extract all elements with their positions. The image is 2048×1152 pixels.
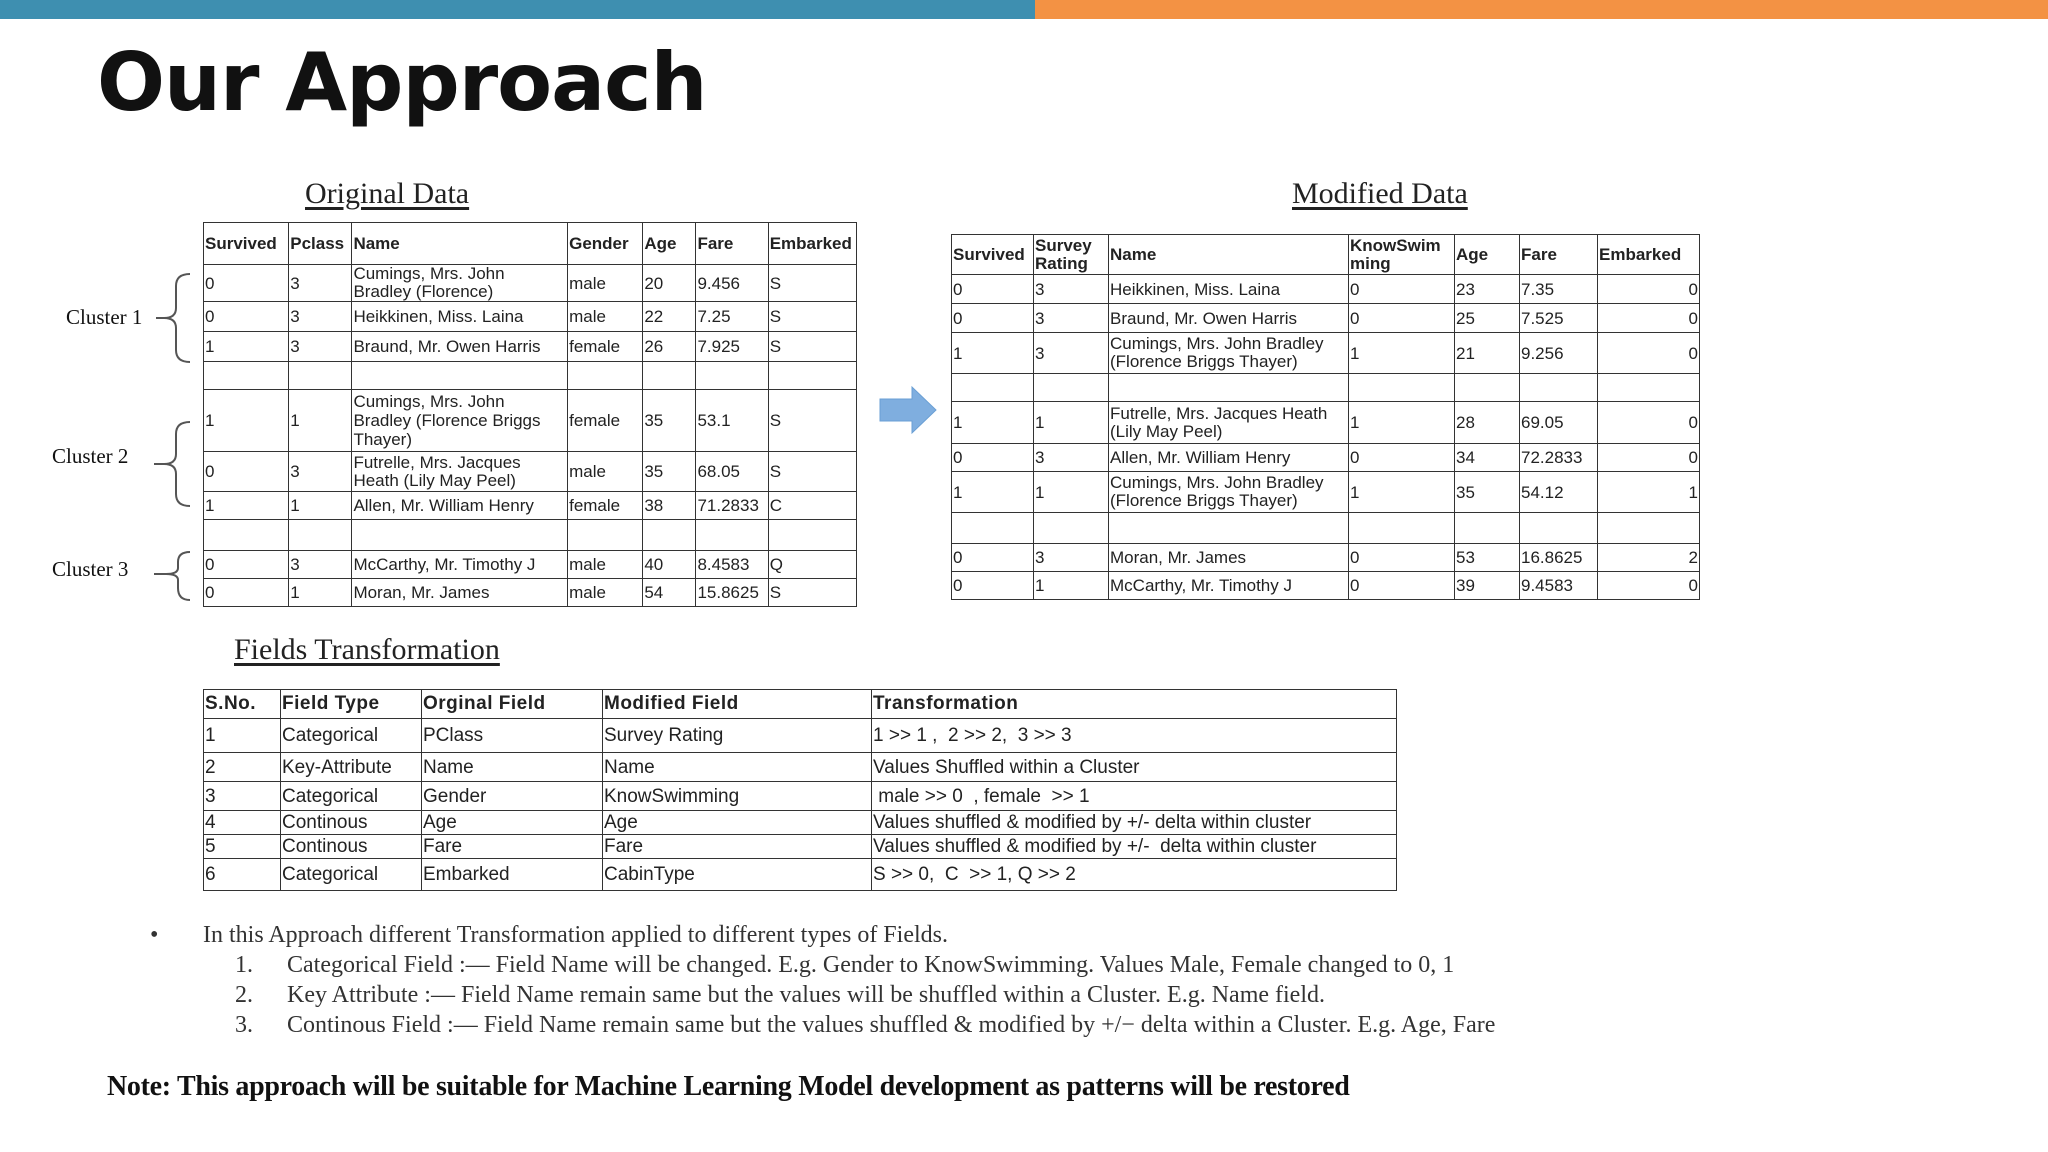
table-cell: Cumings, Mrs. John Bradley (Florence) <box>352 265 568 302</box>
table-header-row <box>204 223 857 265</box>
column-header: Survived <box>952 235 1034 275</box>
column-header: Name <box>352 223 568 265</box>
table-cell: 53.1 <box>696 390 768 452</box>
table-cell: 0 <box>204 265 289 302</box>
table-cell: 1 <box>204 332 289 362</box>
table-cell: Fare <box>603 835 872 859</box>
table-cell: 1 <box>1034 472 1109 513</box>
table-cell: Braund, Mr. Owen Harris <box>1109 304 1349 333</box>
table-cell: Allen, Mr. William Henry <box>352 492 568 520</box>
table-cell: 0 <box>952 544 1034 572</box>
table-row <box>952 304 1700 333</box>
table-cell: 0 <box>1598 333 1700 374</box>
table-row-empty <box>952 513 1700 544</box>
top-accent-bar <box>0 0 2048 19</box>
table-cell: 7.25 <box>696 302 768 332</box>
column-header: Field Type <box>281 690 422 719</box>
column-header: Survey Rating <box>1034 235 1109 275</box>
table-cell: 34 <box>1455 444 1520 472</box>
table-cell: Moran, Mr. James <box>1109 544 1349 572</box>
table-cell: KnowSwimming <box>603 782 872 811</box>
table-cell: 7.925 <box>696 332 768 362</box>
bullet-icon: • <box>150 922 159 948</box>
table-cell: female <box>568 390 643 452</box>
table-row-empty <box>952 374 1700 402</box>
table-cell: Values Shuffled within a Cluster <box>872 753 1397 782</box>
column-header: Pclass <box>289 223 352 265</box>
table-cell: 21 <box>1455 333 1520 374</box>
table-cell: 0 <box>1349 544 1455 572</box>
table-cell: 1 <box>1598 472 1700 513</box>
original-data-heading: Original Data <box>305 177 470 210</box>
table-cell: 28 <box>1455 402 1520 444</box>
table-row <box>204 753 1397 782</box>
original-data-table <box>203 222 857 607</box>
table-row <box>204 302 857 332</box>
table-cell: 7.525 <box>1520 304 1598 333</box>
fields-transformation-table <box>203 689 1397 891</box>
column-header: Transformation <box>872 690 1397 719</box>
table-cell: PClass <box>422 719 603 753</box>
table-cell: 1 <box>204 492 289 520</box>
table-cell: 53 <box>1455 544 1520 572</box>
table-cell: 2 <box>1598 544 1700 572</box>
table-cell: 1 <box>1034 572 1109 600</box>
table-row <box>952 472 1700 513</box>
table-cell: 0 <box>1598 402 1700 444</box>
table-cell: Name <box>603 753 872 782</box>
table-cell: S >> 0, C >> 1, Q >> 2 <box>872 859 1397 891</box>
table-cell: 3 <box>289 302 352 332</box>
table-cell: 5 <box>204 835 281 859</box>
table-cell: 8.4583 <box>696 551 768 579</box>
table-cell: 9.256 <box>1520 333 1598 374</box>
cluster-1-label: Cluster 1 <box>66 305 143 329</box>
accent-bar-blue <box>0 0 1035 19</box>
table-cell: Continous <box>281 835 422 859</box>
column-header: Embarked <box>768 223 856 265</box>
table-cell: 0 <box>204 551 289 579</box>
table-cell: 0 <box>204 452 289 492</box>
table-cell: male <box>568 265 643 302</box>
table-cell: S <box>768 579 856 607</box>
table-cell: CabinType <box>603 859 872 891</box>
table-cell: 38 <box>643 492 696 520</box>
table-cell: 1 <box>204 719 281 753</box>
table-cell: 6 <box>204 859 281 891</box>
cluster-3-label: Cluster 3 <box>52 557 129 581</box>
table-cell: female <box>568 332 643 362</box>
table-cell: male >> 0 , female >> 1 <box>872 782 1397 811</box>
table-cell: 1 <box>1349 402 1455 444</box>
table-cell: S <box>768 452 856 492</box>
table-cell: Heikkinen, Miss. Laina <box>1109 275 1349 304</box>
table-row <box>952 544 1700 572</box>
bullet-main-text: In this Approach different Transformation applied to different types of Fields. <box>203 922 948 948</box>
table-cell: Fare <box>422 835 603 859</box>
table-cell: 0 <box>204 579 289 607</box>
table-cell: Moran, Mr. James <box>352 579 568 607</box>
table-row <box>204 332 857 362</box>
table-cell: 1 <box>204 390 289 452</box>
table-cell: 3 <box>289 452 352 492</box>
column-header: Survived <box>204 223 289 265</box>
column-header: Gender <box>568 223 643 265</box>
list-item-text: Categorical Field :— Field Name will be changed. E.g. Gender to KnowSwimming. Values Male, Female changed to 0, 1 <box>287 952 1455 978</box>
table-cell: 22 <box>643 302 696 332</box>
table-cell: Heikkinen, Miss. Laina <box>352 302 568 332</box>
table-cell: 0 <box>1598 572 1700 600</box>
table-cell: 1 <box>289 390 352 452</box>
table-cell: 3 <box>289 265 352 302</box>
table-row <box>952 275 1700 304</box>
table-cell: 4 <box>204 811 281 835</box>
cluster-3-brace <box>150 548 195 604</box>
table-cell: male <box>568 551 643 579</box>
modified-data-heading: Modified Data <box>1292 177 1468 210</box>
table-cell: 25 <box>1455 304 1520 333</box>
table-cell: 7.35 <box>1520 275 1598 304</box>
table-cell: 68.05 <box>696 452 768 492</box>
table-cell: 1 <box>952 472 1034 513</box>
table-cell: 20 <box>643 265 696 302</box>
table-cell: S <box>768 390 856 452</box>
table-cell: S <box>768 302 856 332</box>
column-header: Name <box>1109 235 1349 275</box>
note-text: Note: This approach will be suitable for Machine Learning Model development as patterns will be restored <box>107 1071 1350 1102</box>
table-cell: Age <box>422 811 603 835</box>
table-cell: C <box>768 492 856 520</box>
column-header: Embarked <box>1598 235 1700 275</box>
table-cell: Q <box>768 551 856 579</box>
table-cell: 9.4583 <box>1520 572 1598 600</box>
table-row <box>204 859 1397 891</box>
table-row <box>204 811 1397 835</box>
table-row <box>204 551 857 579</box>
table-row <box>204 390 857 452</box>
table-cell: 0 <box>1349 304 1455 333</box>
table-cell: Continous <box>281 811 422 835</box>
table-cell: Futrelle, Mrs. Jacques Heath (Lily May Peel) <box>1109 402 1349 444</box>
slide-title: Our Approach <box>97 36 707 129</box>
table-cell: 3 <box>1034 444 1109 472</box>
table-cell: Cumings, Mrs. John Bradley (Florence Briggs Thayer) <box>352 390 568 452</box>
table-cell: 9.456 <box>696 265 768 302</box>
table-row <box>952 402 1700 444</box>
table-cell: 69.05 <box>1520 402 1598 444</box>
table-cell: 35 <box>1455 472 1520 513</box>
table-cell: Allen, Mr. William Henry <box>1109 444 1349 472</box>
table-cell: 3 <box>1034 275 1109 304</box>
table-cell: 1 <box>1034 402 1109 444</box>
table-cell: 0 <box>952 444 1034 472</box>
cluster-2-brace <box>150 418 195 510</box>
table-cell: 26 <box>643 332 696 362</box>
table-cell: 54.12 <box>1520 472 1598 513</box>
list-item-text: Continous Field :— Field Name remain same but the values shuffled & modified by +/− delta within a Cluster. E.g. Age, Fare <box>287 1012 1496 1038</box>
table-cell: 54 <box>643 579 696 607</box>
table-cell: 0 <box>1349 572 1455 600</box>
list-item-number: 2. <box>235 982 253 1008</box>
table-cell: Embarked <box>422 859 603 891</box>
table-cell: 1 <box>952 402 1034 444</box>
column-header: Fare <box>696 223 768 265</box>
table-cell: Gender <box>422 782 603 811</box>
accent-bar-orange <box>1035 0 2048 19</box>
cluster-1-brace <box>150 270 195 366</box>
table-cell: 39 <box>1455 572 1520 600</box>
table-cell: 3 <box>289 332 352 362</box>
table-cell: 0 <box>952 572 1034 600</box>
table-cell: 1 <box>289 492 352 520</box>
table-cell: 1 <box>1349 333 1455 374</box>
table-cell: McCarthy, Mr. Timothy J <box>352 551 568 579</box>
table-cell: Categorical <box>281 719 422 753</box>
table-cell: Values shuffled & modified by +/- delta within cluster <box>872 811 1397 835</box>
table-cell: 0 <box>1349 444 1455 472</box>
table-cell: Key-Attribute <box>281 753 422 782</box>
table-cell: Futrelle, Mrs. Jacques Heath (Lily May Peel) <box>352 452 568 492</box>
table-cell: 15.8625 <box>696 579 768 607</box>
table-cell: 35 <box>643 452 696 492</box>
table-cell: 3 <box>289 551 352 579</box>
table-row <box>204 265 857 302</box>
table-cell: Categorical <box>281 859 422 891</box>
table-row <box>204 782 1397 811</box>
table-cell: 1 >> 1 , 2 >> 2, 3 >> 3 <box>872 719 1397 753</box>
table-cell: 3 <box>1034 544 1109 572</box>
table-cell: 3 <box>1034 304 1109 333</box>
column-header: Orginal Field <box>422 690 603 719</box>
column-header: Modified Field <box>603 690 872 719</box>
table-cell: female <box>568 492 643 520</box>
table-cell: 1 <box>952 333 1034 374</box>
table-cell: Cumings, Mrs. John Bradley (Florence Briggs Thayer) <box>1109 333 1349 374</box>
table-cell: S <box>768 332 856 362</box>
table-cell: 0 <box>1598 304 1700 333</box>
table-row <box>204 452 857 492</box>
table-cell: 1 <box>1349 472 1455 513</box>
table-cell: Survey Rating <box>603 719 872 753</box>
table-cell: 0 <box>952 275 1034 304</box>
column-header: Age <box>643 223 696 265</box>
table-cell: Categorical <box>281 782 422 811</box>
table-cell: male <box>568 452 643 492</box>
table-row <box>952 333 1700 374</box>
table-cell: 40 <box>643 551 696 579</box>
table-cell: 2 <box>204 753 281 782</box>
table-cell: S <box>768 265 856 302</box>
table-cell: 3 <box>1034 333 1109 374</box>
column-header: KnowSwimming <box>1349 235 1455 275</box>
table-cell: Cumings, Mrs. John Bradley (Florence Briggs Thayer) <box>1109 472 1349 513</box>
table-header-row <box>952 235 1700 275</box>
table-cell: Name <box>422 753 603 782</box>
list-item-number: 1. <box>235 952 253 978</box>
table-row <box>204 492 857 520</box>
table-cell: 3 <box>204 782 281 811</box>
column-header: Age <box>1455 235 1520 275</box>
right-arrow-icon <box>878 385 940 435</box>
table-cell: Age <box>603 811 872 835</box>
table-cell: 0 <box>1598 444 1700 472</box>
modified-data-table <box>951 234 1700 600</box>
table-cell: 1 <box>289 579 352 607</box>
table-row <box>204 835 1397 859</box>
table-cell: McCarthy, Mr. Timothy J <box>1109 572 1349 600</box>
table-cell: 0 <box>952 304 1034 333</box>
table-row-empty <box>204 362 857 390</box>
cluster-2-label: Cluster 2 <box>52 444 129 468</box>
list-item-text: Key Attribute :— Field Name remain same but the values will be shuffled within a Cluster. E.g. Name field. <box>287 982 1325 1008</box>
fields-transformation-heading: Fields Transformation <box>234 633 500 666</box>
table-cell: Braund, Mr. Owen Harris <box>352 332 568 362</box>
table-cell: 0 <box>204 302 289 332</box>
table-cell: 35 <box>643 390 696 452</box>
table-row-empty <box>204 520 857 551</box>
list-item-number: 3. <box>235 1012 253 1038</box>
table-cell: 16.8625 <box>1520 544 1598 572</box>
table-cell: male <box>568 302 643 332</box>
column-header: Fare <box>1520 235 1598 275</box>
table-row <box>952 572 1700 600</box>
table-row <box>952 444 1700 472</box>
table-cell: 71.2833 <box>696 492 768 520</box>
table-row <box>204 719 1397 753</box>
table-row <box>204 579 857 607</box>
column-header: S.No. <box>204 690 281 719</box>
table-cell: Values shuffled & modified by +/- delta within cluster <box>872 835 1397 859</box>
table-header-row <box>204 690 1397 719</box>
table-cell: 0 <box>1349 275 1455 304</box>
table-cell: 72.2833 <box>1520 444 1598 472</box>
table-cell: male <box>568 579 643 607</box>
table-cell: 23 <box>1455 275 1520 304</box>
table-cell: 0 <box>1598 275 1700 304</box>
